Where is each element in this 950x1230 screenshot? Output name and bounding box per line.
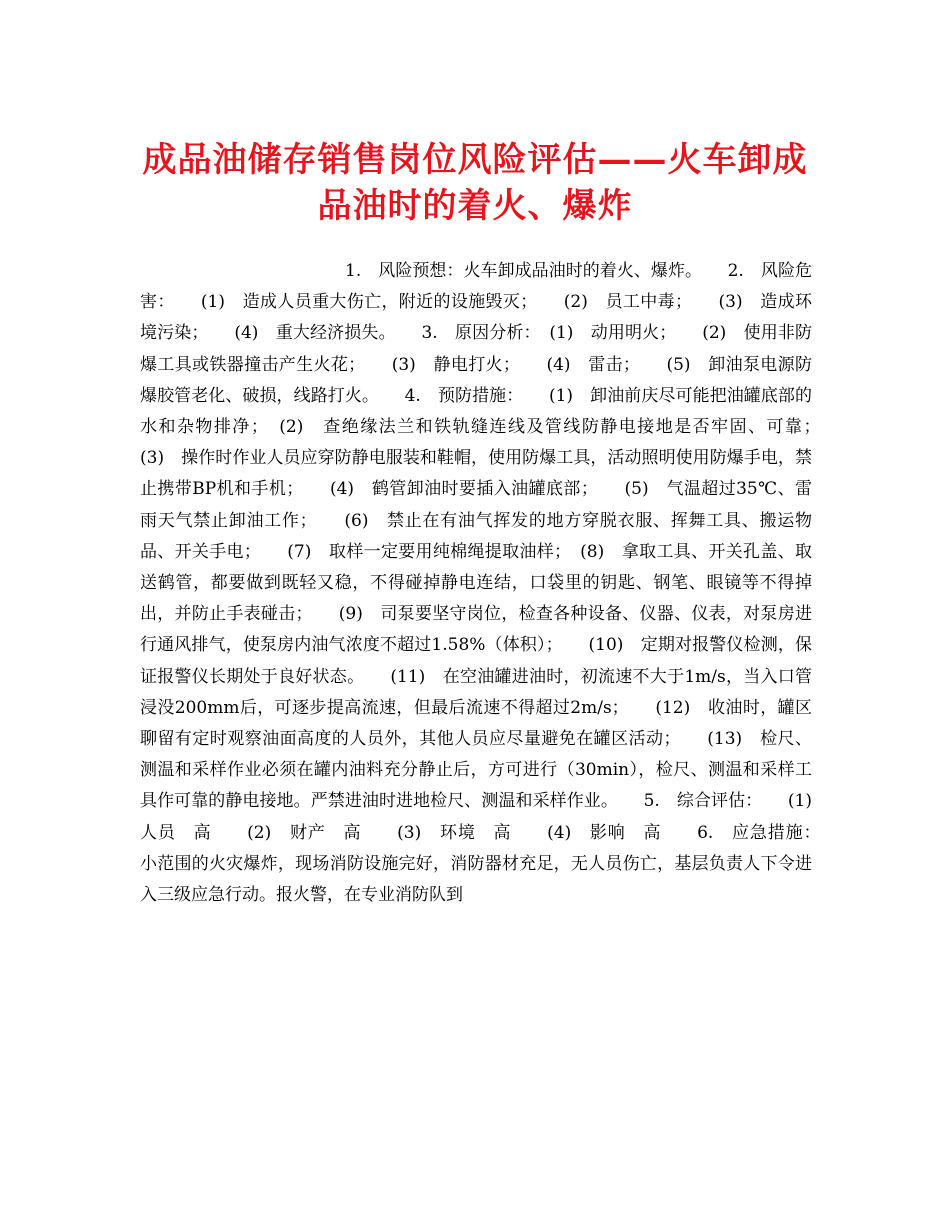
- document-title-line-2: 品油时的着火、爆炸: [317, 186, 633, 226]
- document-body-text: 1. 风险预想：火车卸成品油时的着火、爆炸。 2. 风险危害： (1) 造成人员重大伤亡，附近的设施毁灭； (2) 员工中毒； (3) 造成环境污染； (4) 重大经济损失。 3. 原因分析： (1) 动用明火； (2) 使用非防爆工具或铁器撞击产生火花； (3) 静电打火； (4) 雷击； (5) 卸油泵电源防爆胶管老化、破损，线路打火。 4. 预防措施： (1) 卸油前庆尽可能把油罐底部的水和杂物排净； (2) 查绝缘法兰和铁轨缝连线及管线防静电接地是否牢固、可靠； (3) 操作时作业人员应穿防静电服装和鞋帽，使用防爆工具，活动照明使用防爆手电，禁止携带BP机和手机； (4) 鹤管卸油时要插入油罐底部； (5) 气温超过35℃、雷雨天气禁止卸油工作； (6) 禁止在有油气挥发的地方穿脱衣服、挥舞工具、搬运物品、开关手电； (7) 取样一定要用纯棉绳提取油样； (8) 拿取工具、开关孔盖、取送鹤管，都要做到既轻又稳，不得碰掉静电连结，口袋里的钥匙、钢笔、眼镜等不得掉出，并防止手表碰击； (9) 司泵要坚守岗位，检查各种设备、仪器、仪表，对泵房进行通风排气，使泵房内油气浓度不超过1.58%（体积）； (10) 定期对报警仪检测，保证报警仪长期处于良好状态。 (11) 在空油罐进油时，初流速不大于1m/s，当入口管浸没200mm后，可逐步提高流速，但最后流速不得超过2m/s； (12) 收油时，罐区聊留有定时观察油面高度的人员外，其他人员应尽量避免在罐区活动； (13) 检尺、测温和采样作业必须在罐内油料充分静止后，方可进行（30min），检尺、测温和采样工具作可靠的静电接地。严禁进油时进地检尺、测温和采样作业。 5. 综合评估： (1) 人员 高 (2) 财产 高 (3) 环境 高 (4) 影响 高 6. 应急措施： 小范围的火灾爆炸，现场消防设施完好，消防器材充足，无人员伤亡，基层负责人下令进入三级应急行动。报火警，在专业消防队到: [140, 261, 846, 906]
- document-title-line-1: 成品油储存销售岗位风险评估——火车卸成: [142, 140, 808, 180]
